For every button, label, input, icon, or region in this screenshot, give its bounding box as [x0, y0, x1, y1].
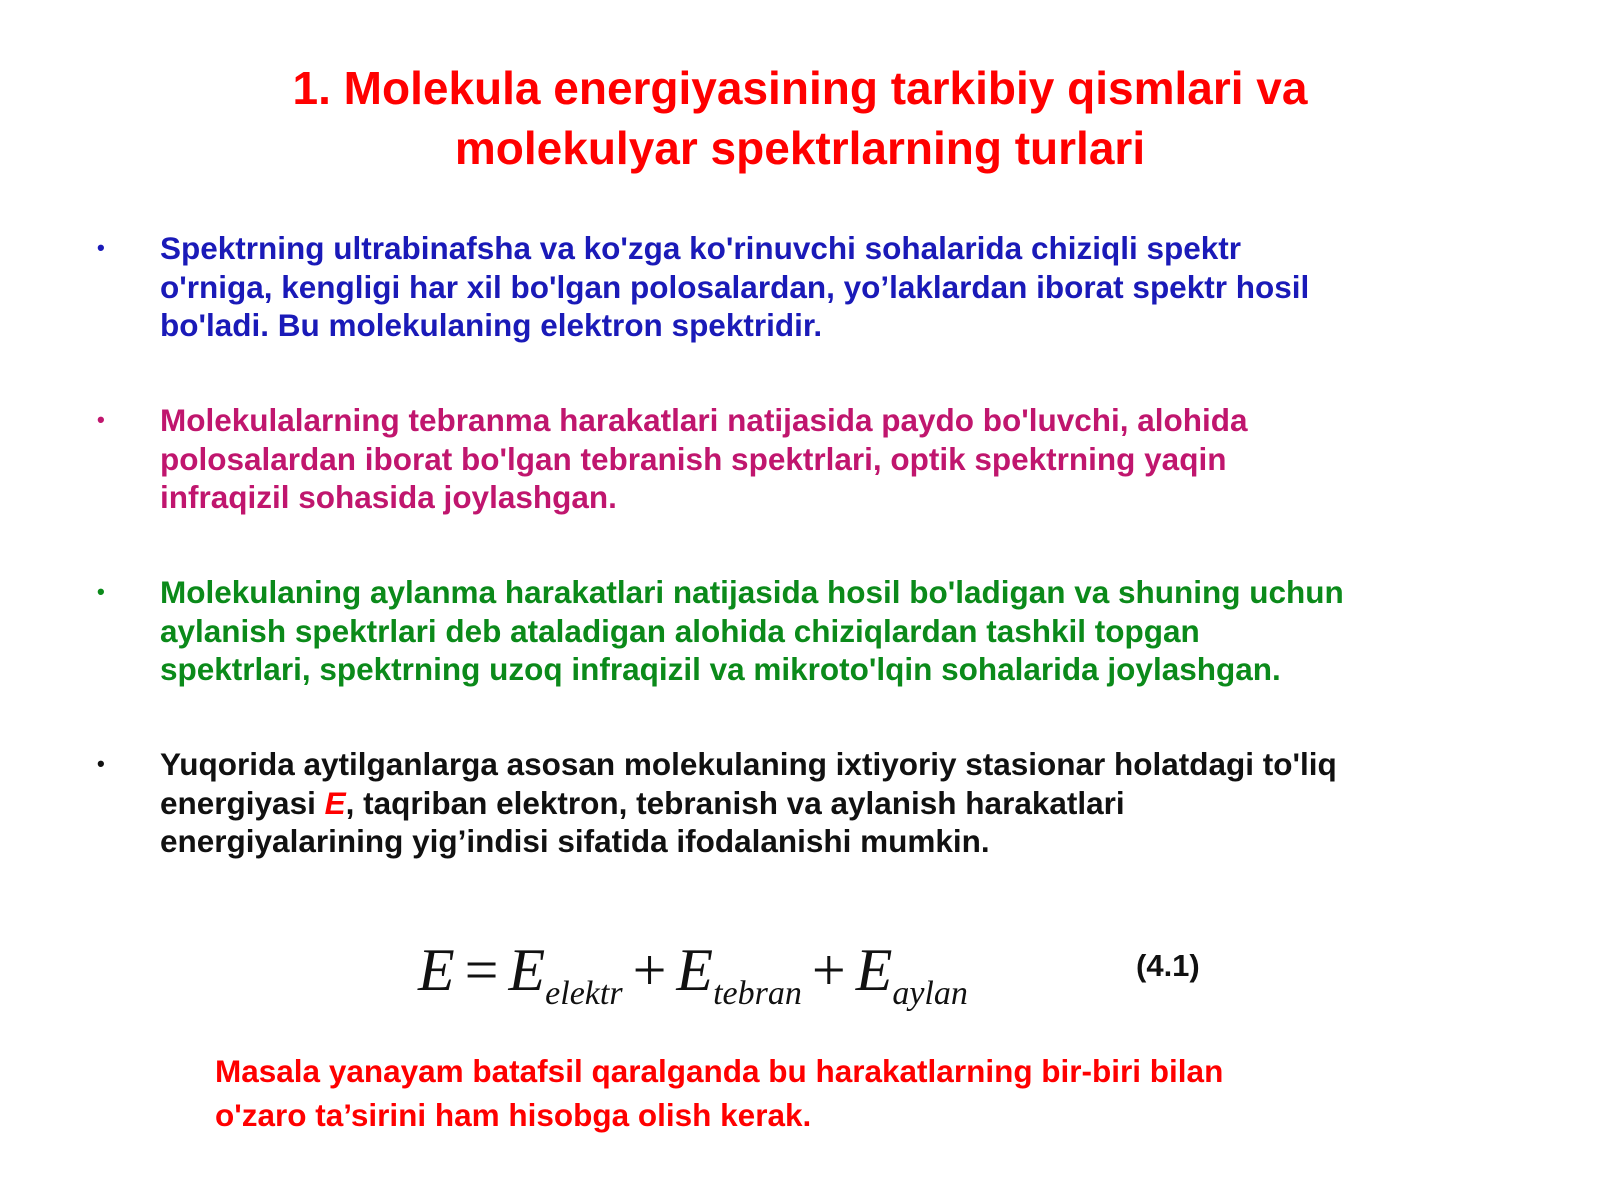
- bullet-text: [160, 401, 1520, 517]
- bullet-marker: •: [97, 579, 105, 604]
- bullet-text-line: energiyalarining yig’indisi sifatida ifodalanishi mumkin.: [160, 823, 990, 859]
- bullet-text-fragment: energiyasi: [160, 784, 325, 821]
- bullet-text: [160, 745, 1520, 861]
- energy-formula: [418, 935, 968, 1012]
- bullet-text-line: polosalardan iborat bo'lgan tebranish spektrlari, optik spektrning yaqin: [160, 440, 1227, 477]
- closing-note-line: Masala yanayam batafsil qaralganda bu harakatlarning bir-biri bilan: [215, 1053, 1224, 1089]
- bullet-text-line: bo'ladi. Bu molekulaning elektron spektridir.: [160, 307, 823, 343]
- bullet-text-fragment: , taqriban elektron, tebranish va aylanish harakatlari: [345, 784, 1125, 821]
- bullet-text-line: Spektrning ultrabinafsha va ko'zga ko'rinuvchi sohalarida chiziqli spektr: [160, 230, 1241, 266]
- energy-symbol-highlight: E: [324, 784, 346, 821]
- formula-subscript: aylan: [892, 975, 968, 1012]
- bullet-text-line: Yuqorida aytilganlarga asosan molekulaning ixtiyoriy stasionar holatdagi to'liq: [160, 746, 1337, 782]
- bullet-marker: •: [97, 235, 105, 260]
- bullet-text: [160, 229, 1520, 345]
- formula-term: E: [855, 937, 893, 1003]
- formula-term: E: [676, 937, 714, 1003]
- formula-lhs: E: [418, 937, 455, 1003]
- bullet-marker: •: [97, 751, 105, 776]
- bullet-text: [160, 573, 1520, 689]
- bullet-text-line: Molekulaning aylanma harakatlari natijasida hosil bo'ladigan va shuning uchun: [160, 574, 1344, 610]
- bullet-text-line: infraqizil sohasida joylashgan.: [160, 479, 617, 515]
- formula-subscript: elektr: [545, 975, 623, 1012]
- bullet-text-line: Molekulalarning tebranma harakatlari natijasida paydo bo'luvchi, alohida: [160, 402, 1248, 438]
- formula-subscript: tebran: [713, 975, 802, 1012]
- bullet-text-line: aylanish spektrlari deb ataladigan alohida chiziqlardan tashkil topgan: [160, 612, 1200, 649]
- formula-plus: +: [811, 937, 846, 1003]
- formula-number: (4.1): [1136, 948, 1200, 983]
- bullet-text-line: spektrlari, spektrning uzoq infraqizil va mikroto'lqin sohalarida joylashgan.: [160, 651, 1281, 687]
- closing-note: [215, 1049, 1515, 1137]
- bullet-text-line: o'rniga, kengligi har xil bo'lgan polosalardan, yo’laklardan iborat spektr hosil: [160, 268, 1310, 305]
- formula-plus: +: [632, 937, 667, 1003]
- closing-note-line: o'zaro ta’sirini ham hisobga olish kerak.: [215, 1097, 812, 1133]
- bullet-text-line: [160, 784, 1520, 823]
- slide-title: [100, 58, 1500, 178]
- formula-term: E: [508, 937, 546, 1003]
- bullet-marker: •: [97, 407, 105, 432]
- formula-equals: =: [464, 937, 499, 1003]
- slide-title-line-1: 1. Molekula energiyasining tarkibiy qismlari va: [292, 62, 1308, 114]
- slide-title-line-2: molekulyar spektrlarning turlari: [454, 122, 1146, 174]
